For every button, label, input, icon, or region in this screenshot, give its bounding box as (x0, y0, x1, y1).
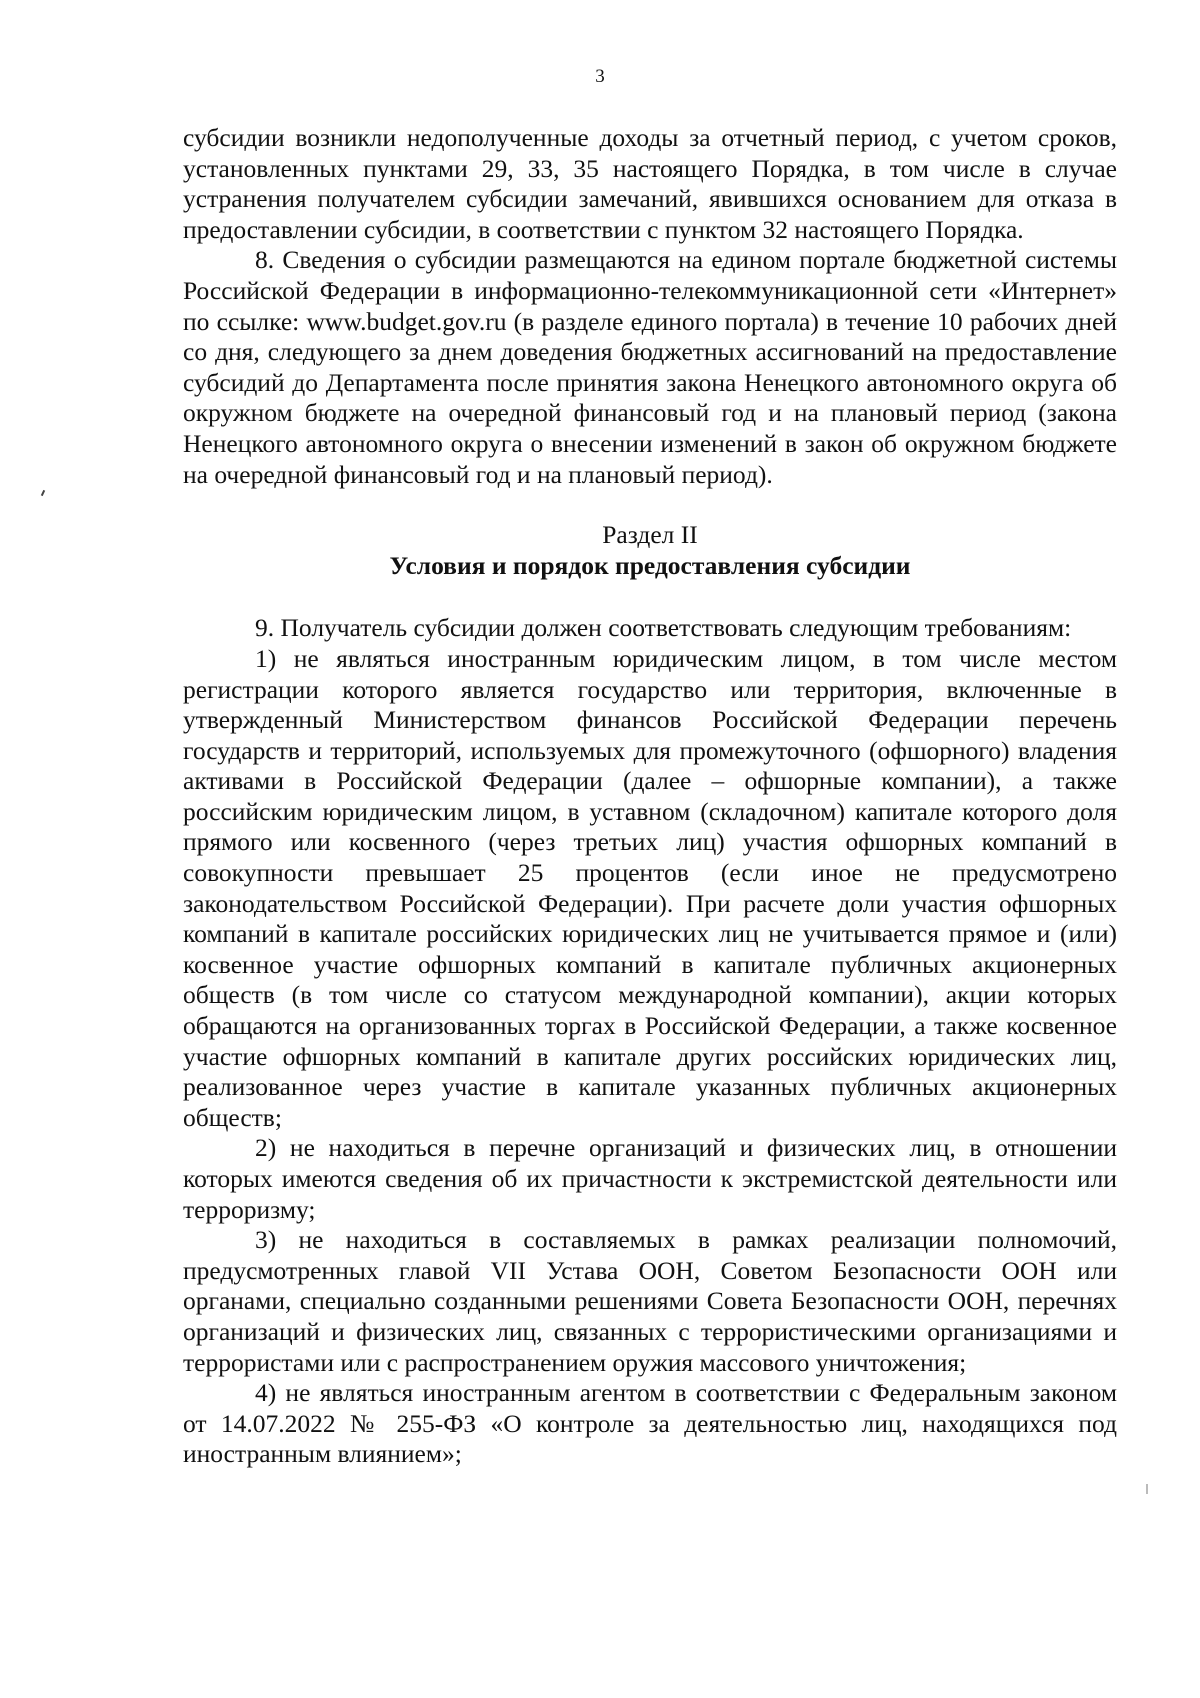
scan-artifact-right (1146, 1484, 1148, 1494)
list-item-3: 3) не находиться в составляемых в рамках реализации полномочий, предусмотренных главой VII Устава ООН, Советом Безопасности ООН или органами, специально созданными решениями Совета Безопасности ООН, перечнях организаций и физических лиц, связанных с террористическими организациями и террористами или с распространением оружия массового уничтожения; (183, 1225, 1117, 1377)
page-number: 3 (595, 66, 605, 87)
list-item-2: 2) не находиться в перечне организаций и физических лиц, в отношении которых имеются сведения об их причастности к экстремистской деятельности или терроризму; (183, 1133, 1117, 1224)
section-number: Раздел II (602, 520, 698, 550)
document-body (183, 123, 1117, 1470)
list-item-1: 1) не являться иностранным юридическим лицом, в том числе местом регистрации которого является государство или территория, включенные в утвержденный Министерством финансов Российской Федерации перечень государств и территорий, используемых для промежуточного (офшорного) владения активами в Российской Федерации (далее – офшорные компании), а также российским юридическим лицом, в уставном (складочном) капитале которого доля прямого или косвенного (через третьих лиц) участия офшорных компаний в совокупности превышает 25 процентов (если иное не предусмотрено законодательством Российской Федерации). При расчете доли участия офшорных компаний в капитале российских юридических лиц не учитывается прямое и (или) косвенное участие офшорных компаний в капитале публичных акционерных обществ (в том числе со статусом международной компании), акции которых обращаются на организованных торгах в Российской Федерации, а также косвенное участие офшорных компаний в капитале других российских юридических лиц, реализованное через участие в капитале указанных публичных акционерных обществ; (183, 643, 1117, 1132)
section-heading (183, 520, 1117, 581)
list-item-4: 4) не являться иностранным агентом в соответствии с Федеральным законом от 14.07.2022 № 255-ФЗ «О контроле за деятельностью лиц, находящихся под иностранным влиянием»; (183, 1378, 1117, 1469)
scan-artifact-left (41, 490, 45, 496)
section-title: Условия и порядок предоставления субсидии (389, 550, 911, 580)
paragraph-8: 8. Сведения о субсидии размещаются на едином портале бюджетной системы Российской Федерации в информационно-телекоммуникационной сети «Интернет» по ссылке: www.budget.gov.ru (в разделе единого портала) в течение 10 рабочих дней со дня, следующего за днем доведения бюджетных ассигнований на предоставление субсидий до Департамента после принятия закона Ненецкого автономного округа об окружном бюджете на очередной финансовый год и на плановый период (закона Ненецкого автономного округа о внесении изменений в закон об окружном бюджете на очередной финансовый год и на плановый период). (183, 245, 1117, 489)
paragraph-9: 9. Получатель субсидии должен соответствовать следующим требованиям: (255, 613, 1072, 643)
paragraph-continuation: субсидии возникли недополученные доходы за отчетный период, с учетом сроков, установленных пунктами 29, 33, 35 настоящего Порядка, в том числе в случае устранения получателем субсидии замечаний, явившихся основанием для отказа в предоставлении субсидии, в соответствии с пунктом 32 настоящего Порядка. (183, 123, 1117, 244)
